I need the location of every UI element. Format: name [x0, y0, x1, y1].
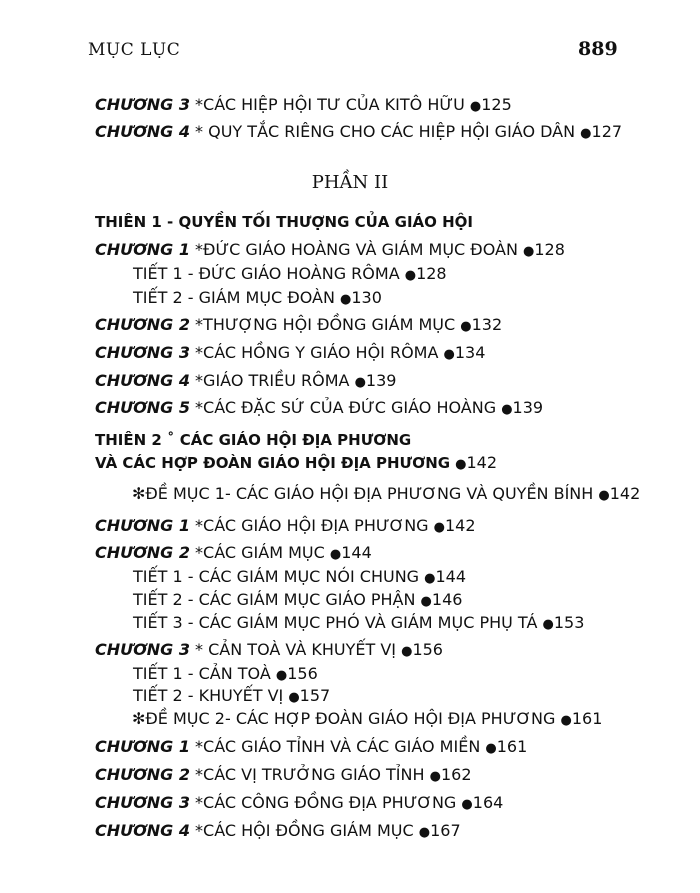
chapter-label: CHƯƠNG 3 [95, 343, 190, 362]
entry-page: 130 [351, 288, 382, 307]
toc-line-chapter [95, 398, 543, 417]
page-bullet: ● [443, 347, 455, 362]
entry-page: 157 [299, 686, 331, 705]
entry-title: *CÁC HỒNG Y GIÁO HỘI RÔMA [189, 343, 444, 362]
toc-line-chapter [95, 371, 396, 390]
entry-page: 153 [553, 613, 585, 632]
entry-title: TIẾT 2 - KHUYẾT VỊ [133, 686, 289, 705]
chapter-label: CHƯƠNG 2 [95, 765, 190, 784]
entry-title: *CÁC CÔNG ĐỒNG ĐỊA PHƯƠNG [189, 793, 462, 812]
page-bullet: ● [275, 668, 288, 683]
toc-line-chapter [95, 95, 512, 114]
entry-title: TIẾT 2 - GIÁM MỤC ĐOÀN [133, 288, 341, 307]
page-bullet: ● [354, 375, 366, 390]
page-bullet: ● [418, 825, 431, 840]
entry-title: *CÁC HỘI ĐỒNG GIÁM MỤC [189, 821, 419, 840]
toc-line-chapter [95, 122, 622, 141]
toc-line-section [133, 590, 462, 609]
page-bullet: ● [485, 741, 497, 756]
chapter-label: CHƯƠNG 1 [95, 516, 190, 535]
chapter-label: CHƯƠNG 1 [95, 737, 190, 756]
toc-line-de-muc [132, 484, 640, 503]
toc-line-chapter [95, 640, 443, 659]
chapter-label: CHƯƠNG 4 [95, 821, 190, 840]
part-title: PHẦN II [311, 172, 389, 193]
page-bullet: ● [424, 571, 436, 586]
entry-title: *CÁC GIÁO TỈNH VÀ CÁC GIÁO MIỀN [189, 737, 486, 756]
thien-label: THIÊN 1 - QUYỀN TỐI THƯỢNG CỦA GIÁO HỘI [95, 213, 473, 231]
entry-title: TIẾT 1 - CÁC GIÁM MỤC NÓI CHUNG [133, 567, 425, 586]
toc-line-section [133, 264, 447, 283]
toc-line-chapter [95, 821, 461, 840]
entry-title: ✻ĐỀ MỤC 2- CÁC HỢP ĐOÀN GIÁO HỘI ĐỊA PHƯƠNG [132, 709, 561, 728]
page-bullet: ● [429, 769, 441, 784]
entry-title: *CÁC HIỆP HỘI TƯ CỦA KITÔ HỮU [189, 95, 470, 114]
entry-title: * CẢN TOÀ VÀ KHUYẾT VỊ [189, 640, 402, 659]
page-bullet: ● [469, 99, 482, 114]
entry-title: *THƯỢNG HỘI ĐỒNG GIÁM MỤC [189, 315, 461, 334]
page-bullet: ● [501, 402, 513, 417]
page-bullet: ● [598, 488, 610, 503]
entry-page: 142 [609, 484, 641, 503]
toc-line-chapter [95, 516, 476, 535]
entry-page: 156 [412, 640, 443, 659]
entry-title: ✻ĐỀ MỤC 1- CÁC GIÁO HỘI ĐỊA PHƯƠNG VÀ QUYỀN BÍNH [132, 484, 599, 503]
page-bullet: ● [460, 319, 472, 334]
entry-page: 128 [534, 240, 565, 259]
toc-line-chapter [95, 315, 502, 334]
page-bullet: ● [401, 644, 413, 659]
toc-line-section [133, 686, 330, 705]
page-bullet: ● [329, 547, 342, 562]
entry-page: 164 [472, 793, 504, 812]
chapter-label: CHƯƠNG 3 [95, 95, 190, 114]
entry-page: 125 [481, 95, 512, 114]
chapter-label: CHƯƠNG 4 [95, 122, 190, 141]
chapter-label: CHƯƠNG 2 [95, 315, 190, 334]
toc-line-section [133, 567, 466, 586]
page-bullet: ● [455, 457, 467, 472]
toc-line-section [133, 664, 318, 683]
entry-page: 167 [430, 821, 461, 840]
page-bullet: ● [340, 292, 352, 307]
entry-page: 156 [287, 664, 318, 683]
entry-title: TIẾT 1 - ĐỨC GIÁO HOÀNG RÔMA [133, 264, 405, 283]
entry-title: TIẾT 1 - CẢN TOÀ [133, 664, 276, 683]
toc-line-chapter [95, 793, 503, 812]
entry-page: 132 [471, 315, 503, 334]
chapter-label: CHƯƠNG 3 [95, 640, 190, 659]
entry-title: TIẾT 2 - CÁC GIÁM MỤC GIÁO PHẬN [133, 590, 421, 609]
entry-page: 142 [466, 453, 498, 472]
entry-page: 128 [416, 264, 447, 283]
toc-line-chapter [95, 765, 472, 784]
entry-title: *CÁC GIÁO HỘI ĐỊA PHƯƠNG [189, 516, 434, 535]
toc-line-de-muc [132, 709, 602, 728]
toc-line-chapter [95, 737, 527, 756]
page-bullet: ● [461, 797, 473, 812]
thien-label: THIÊN 2 ˚ CÁC GIÁO HỘI ĐỊA PHƯƠNG [95, 431, 412, 449]
toc-line-thien-heading [95, 431, 411, 449]
chapter-label: CHƯƠNG 1 [95, 240, 190, 259]
entry-page: 144 [435, 567, 467, 586]
page-bullet: ● [433, 520, 445, 535]
entry-page: 146 [431, 590, 463, 609]
entry-title: *GIÁO TRIỀU RÔMA [189, 371, 355, 390]
toc-line-thien-heading [95, 213, 473, 231]
chapter-label: CHƯƠNG 4 [95, 371, 190, 390]
thien-label: VÀ CÁC HỢP ĐOÀN GIÁO HỘI ĐỊA PHƯƠNG [95, 454, 451, 472]
chapter-label: CHƯƠNG 2 [95, 543, 190, 562]
entry-title: * QUY TẮC RIÊNG CHO CÁC HIỆP HỘI GIÁO DÂN [189, 122, 581, 141]
entry-page: 161 [571, 709, 603, 728]
entry-page: 134 [454, 343, 486, 362]
page-bullet: ● [560, 713, 572, 728]
page-number: 889 [578, 38, 618, 60]
entry-page: 139 [512, 398, 544, 417]
entry-title: *CÁC GIÁM MỤC [189, 543, 330, 562]
entry-page: 142 [444, 516, 476, 535]
entry-title: *CÁC VỊ TRƯỞNG GIÁO TỈNH [189, 765, 430, 784]
page-bullet: ● [580, 126, 592, 141]
entry-page: 161 [496, 737, 528, 756]
toc-line-thien-continuation [95, 453, 497, 472]
entry-title: *CÁC ĐẶC SỨ CỦA ĐỨC GIÁO HOÀNG [189, 398, 502, 417]
page-bullet: ● [288, 690, 300, 705]
entry-page: 162 [440, 765, 472, 784]
entry-title: TIẾT 3 - CÁC GIÁM MỤC PHÓ VÀ GIÁM MỤC PHỤ TÁ [133, 613, 543, 632]
running-header-title: MỤC LỤC [88, 40, 181, 60]
page-bullet: ● [542, 617, 554, 632]
toc-line-chapter [95, 240, 565, 259]
toc-line-chapter [95, 543, 372, 562]
chapter-label: CHƯƠNG 5 [95, 398, 190, 417]
page-bullet: ● [523, 244, 535, 259]
toc-line-section [133, 288, 382, 307]
entry-title: *ĐỨC GIÁO HOÀNG VÀ GIÁM MỤC ĐOÀN [189, 240, 524, 259]
entry-page: 127 [591, 122, 623, 141]
entry-page: 144 [341, 543, 372, 562]
toc-line-chapter [95, 343, 485, 362]
page-bullet: ● [404, 268, 417, 283]
chapter-label: CHƯƠNG 3 [95, 793, 190, 812]
page-bullet: ● [420, 594, 432, 609]
toc-line-section [133, 613, 584, 632]
entry-page: 139 [365, 371, 397, 390]
